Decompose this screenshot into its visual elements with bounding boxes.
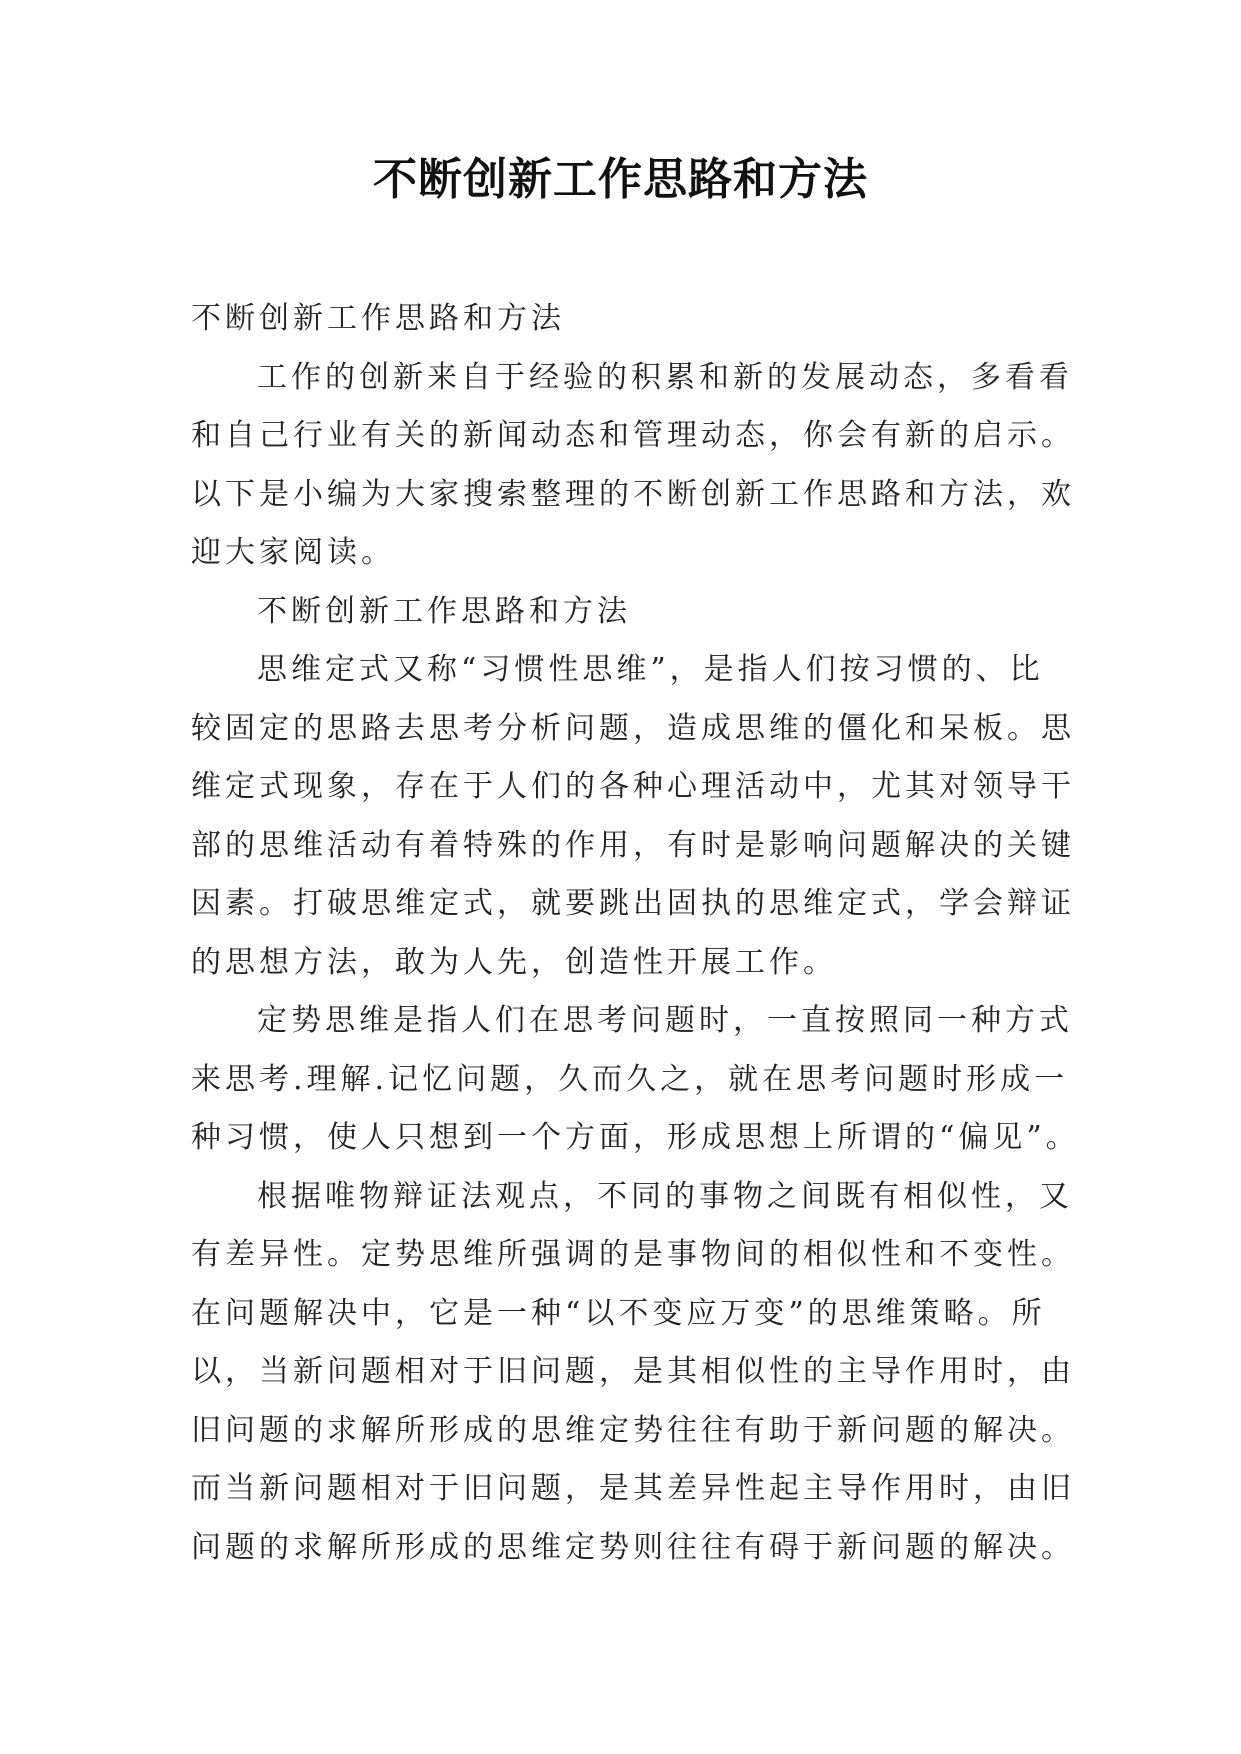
body-line: 种习惯，使人只想到一个方面，形成思想上所谓的“偏见”。	[191, 1120, 1080, 1155]
body-line: 的思想方法，敢为人先，创造性开展工作。	[191, 944, 837, 980]
document-body	[191, 290, 1080, 1577]
body-line: 因素。打破思维定式，就要跳出固执的思维定式，学会辩证	[191, 886, 1075, 921]
body-line: 部的思维活动有着特殊的作用，有时是影响问题解决的关键	[191, 827, 1075, 863]
body-line: 思维定式又称“习惯性思维”，是指人们按习惯的、比	[257, 652, 1044, 687]
document-title: 不断创新工作思路和方法	[373, 154, 868, 205]
body-line: 工作的创新来自于经验的积累和新的发展动态，多看看	[257, 359, 1073, 395]
body-line: 以下是小编为大家搜索整理的不断创新工作思路和方法，欢	[191, 476, 1075, 512]
body-line: 和自己行业有关的新闻动态和管理动态，你会有新的启示。	[191, 418, 1075, 453]
body-line: 迎大家阅读。	[191, 535, 395, 570]
body-line: 根据唯物辩证法观点，不同的事物之间既有相似性，又	[257, 1178, 1073, 1214]
body-line: 在问题解决中，它是一种“以不变应万变”的思维策略。所	[191, 1295, 1046, 1331]
body-line: 有差异性。定势思维所强调的是事物间的相似性和不变性。	[191, 1237, 1075, 1272]
body-line: 定势思维是指人们在思考问题时，一直按照同一种方式	[257, 1003, 1073, 1038]
body-line: 不断创新工作思路和方法	[191, 301, 565, 336]
body-line: 维定式现象，存在于人们的各种心理活动中，尤其对领导干	[191, 769, 1075, 804]
body-line: 问题的求解所形成的思维定势则往往有碍于新问题的解决。	[191, 1529, 1075, 1565]
body-line: 以，当新问题相对于旧问题，是其相似性的主导作用时，由	[191, 1354, 1075, 1389]
body-line: 来思考.理解.记忆问题，久而久之，就在思考问题时形成一	[191, 1061, 1069, 1097]
body-line: 而当新问题相对于旧问题，是其差异性起主导作用时，由旧	[191, 1471, 1075, 1506]
body-line: 旧问题的求解所形成的思维定势往往有助于新问题的解决。	[191, 1412, 1075, 1448]
body-line: 不断创新工作思路和方法	[257, 593, 631, 629]
body-line: 较固定的思路去思考分析问题，造成思维的僵化和呆板。思	[191, 710, 1075, 746]
